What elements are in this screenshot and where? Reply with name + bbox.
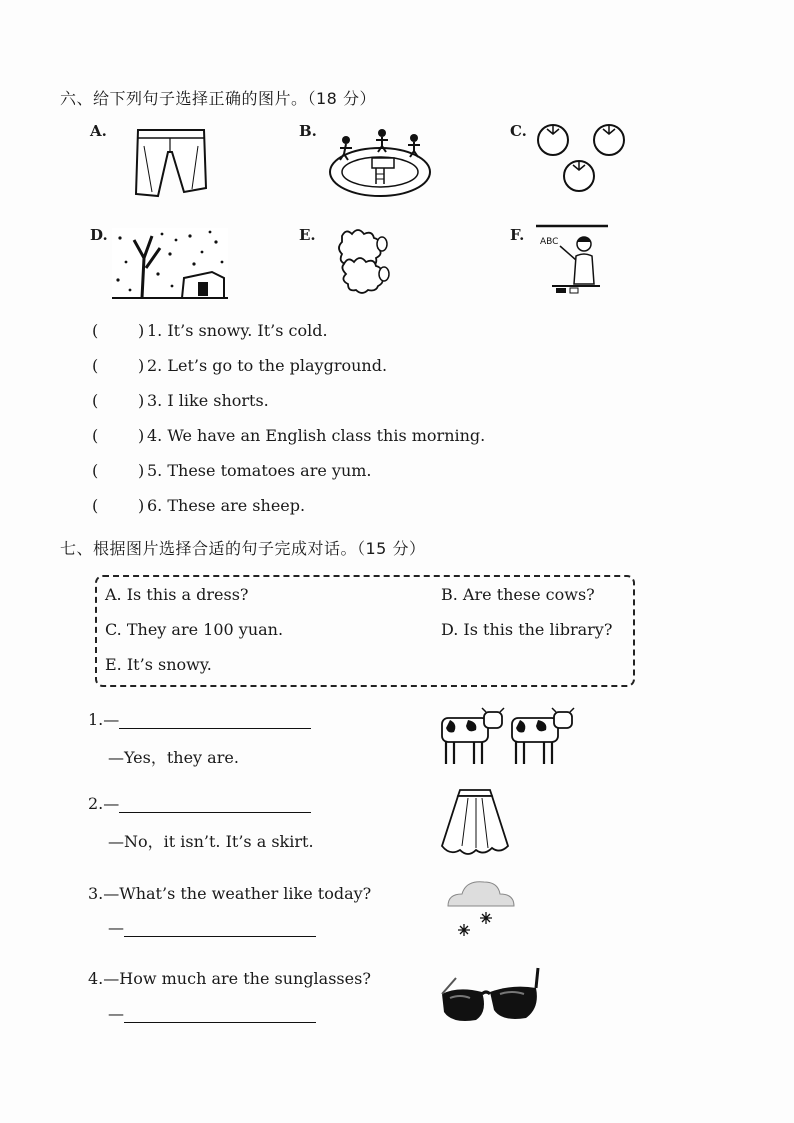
option-e: E. It’s snowy. (105, 655, 212, 674)
answer-paren-open[interactable]: ( (92, 461, 99, 480)
question-text: 5. These tomatoes are yum. (147, 461, 372, 480)
dialog-2-reply: —No，it isn’t. It’s a skirt. (108, 832, 314, 851)
dialog-number: 2. (88, 794, 104, 813)
board-text: ABC (540, 237, 559, 247)
section-7-title: 七、根据图片选择合适的句子完成对话。（15 分） (60, 539, 426, 558)
question-text: 4. We have an English class this morning. (147, 426, 486, 445)
picture-c-label: C. (510, 122, 527, 140)
picture-d-label: D. (90, 226, 108, 244)
dialog-line2: — (108, 1004, 124, 1023)
answer-paren-open[interactable]: ( (92, 391, 99, 410)
snowy-scene-icon (112, 228, 228, 300)
skirt-icon (438, 786, 512, 858)
dialog-1-reply: —Yes，they are. (108, 748, 239, 767)
option-d: D. Is this the library? (441, 620, 613, 639)
cows-icon (438, 706, 578, 770)
answer-paren-open[interactable]: ( (92, 426, 99, 445)
answer-paren-close: ) (138, 496, 145, 515)
picture-a-label: A. (90, 122, 107, 140)
question-text: 1. It’s snowy. It’s cold. (147, 321, 328, 340)
dialog-line2: — (108, 918, 124, 937)
sunglasses-icon (438, 964, 542, 1032)
dialog-4 (88, 969, 371, 988)
answer-paren-close: ) (138, 461, 145, 480)
options-box (95, 575, 635, 687)
question-text: 3. I like shorts. (147, 391, 269, 410)
dialog-line1: —What’s the weather like today? (103, 884, 372, 903)
dialog-3 (88, 884, 371, 903)
picture-f-label: F. (510, 226, 525, 244)
answer-paren-open[interactable]: ( (92, 496, 99, 515)
playground-icon (328, 128, 432, 200)
answer-blank[interactable] (124, 922, 316, 937)
option-a: A. Is this a dress? (105, 585, 249, 604)
dialog-number: 3. (88, 884, 104, 903)
dialog-line1: — (103, 710, 120, 729)
shorts-icon (134, 126, 208, 198)
answer-paren-open[interactable]: ( (92, 321, 99, 340)
dialog-line1: — (103, 794, 120, 813)
option-b: B. Are these cows? (441, 585, 595, 604)
dialog-2 (88, 794, 311, 813)
picture-e-label: E. (299, 226, 316, 244)
question-text: 2. Let’s go to the playground. (147, 356, 388, 375)
question-text: 6. These are sheep. (147, 496, 306, 515)
answer-blank[interactable] (119, 798, 311, 813)
answer-paren-close: ) (138, 426, 145, 445)
dialog-line1: —How much are the sunglasses? (103, 969, 371, 988)
dialog-4-reply (108, 1004, 316, 1023)
tomatoes-icon (535, 120, 635, 194)
answer-paren-close: ) (138, 321, 145, 340)
dialog-3-reply (108, 918, 316, 937)
section-6-title: 六、给下列句子选择正确的图片。（18 分） (60, 89, 376, 108)
english-class-icon (536, 222, 608, 300)
dialog-number: 4. (88, 969, 104, 988)
answer-paren-open[interactable]: ( (92, 356, 99, 375)
dialog-number: 1. (88, 710, 104, 729)
sheep-icon (332, 224, 396, 298)
snow-cloud-icon (444, 874, 518, 948)
answer-blank[interactable] (119, 714, 311, 729)
answer-paren-close: ) (138, 391, 145, 410)
answer-paren-close: ) (138, 356, 145, 375)
answer-blank[interactable] (124, 1008, 316, 1023)
dialog-1 (88, 710, 311, 729)
picture-b-label: B. (299, 122, 317, 140)
option-c: C. They are 100 yuan. (105, 620, 284, 639)
